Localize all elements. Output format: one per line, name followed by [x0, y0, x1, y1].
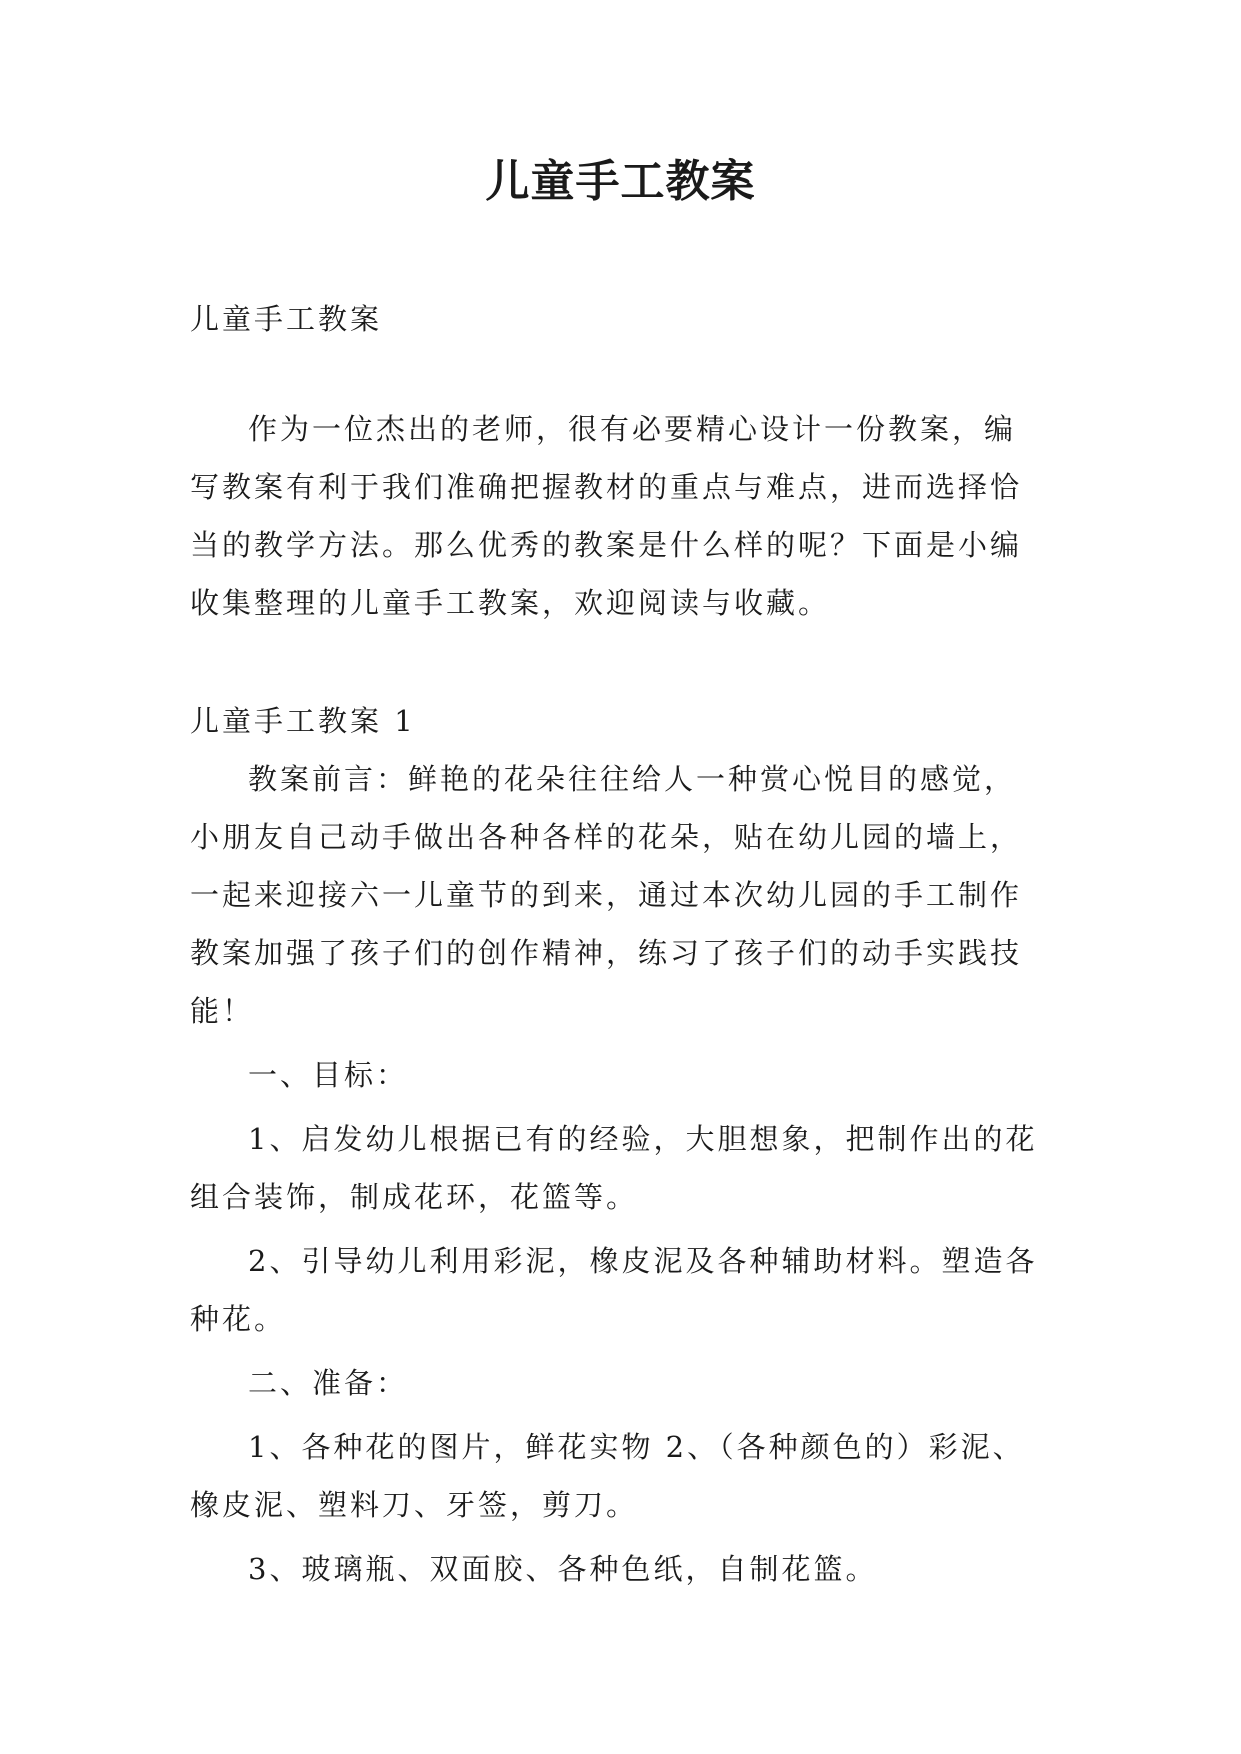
document-subtitle: 儿童手工教案 [190, 302, 383, 336]
goal-item-1: 1、启发幼儿根据已有的经验，大胆想象，把制作出的花组合装饰，制成花环，花篮等。 [190, 1122, 1038, 1214]
goal-item-2: 2、引导幼儿利用彩泥，橡皮泥及各种辅助材料。塑造各种花。 [190, 1244, 1038, 1336]
prep-item-3: 3、玻璃瓶、双面胶、各种色纸，自制花篮。 [248, 1552, 878, 1586]
document-title: 儿童手工教案 [485, 156, 756, 207]
prep-item-1: 1、各种花的图片，鲜花实物 2、（各种颜色的）彩泥、橡皮泥、塑料刀、牙签，剪刀。 [190, 1430, 1025, 1522]
prep-heading: 二、准备： [248, 1366, 409, 1400]
preface-paragraph: 教案前言：鲜艳的花朵往往给人一种赏心悦目的感觉，小朋友自己动手做出各种各样的花朵，贴在幼儿园的墙上，一起来迎接六一儿童节的到来，通过本次幼儿园的手工制作教案加强了孩子们的创作精神，练习了孩子们的动手实践技能！ [190, 762, 1023, 1028]
document-body [190, 290, 1046, 1598]
goals-heading: 一、目标： [248, 1058, 409, 1092]
intro-paragraph: 作为一位杰出的老师，很有必要精心设计一份教案，编写教案有利于我们准确把握教材的重点与难点，进而选择恰当的教学方法。那么优秀的教案是什么样的呢？下面是小编收集整理的儿童手工教案，欢迎阅读与收藏。 [190, 412, 1023, 620]
section-heading: 儿童手工教案 1 [190, 704, 416, 738]
